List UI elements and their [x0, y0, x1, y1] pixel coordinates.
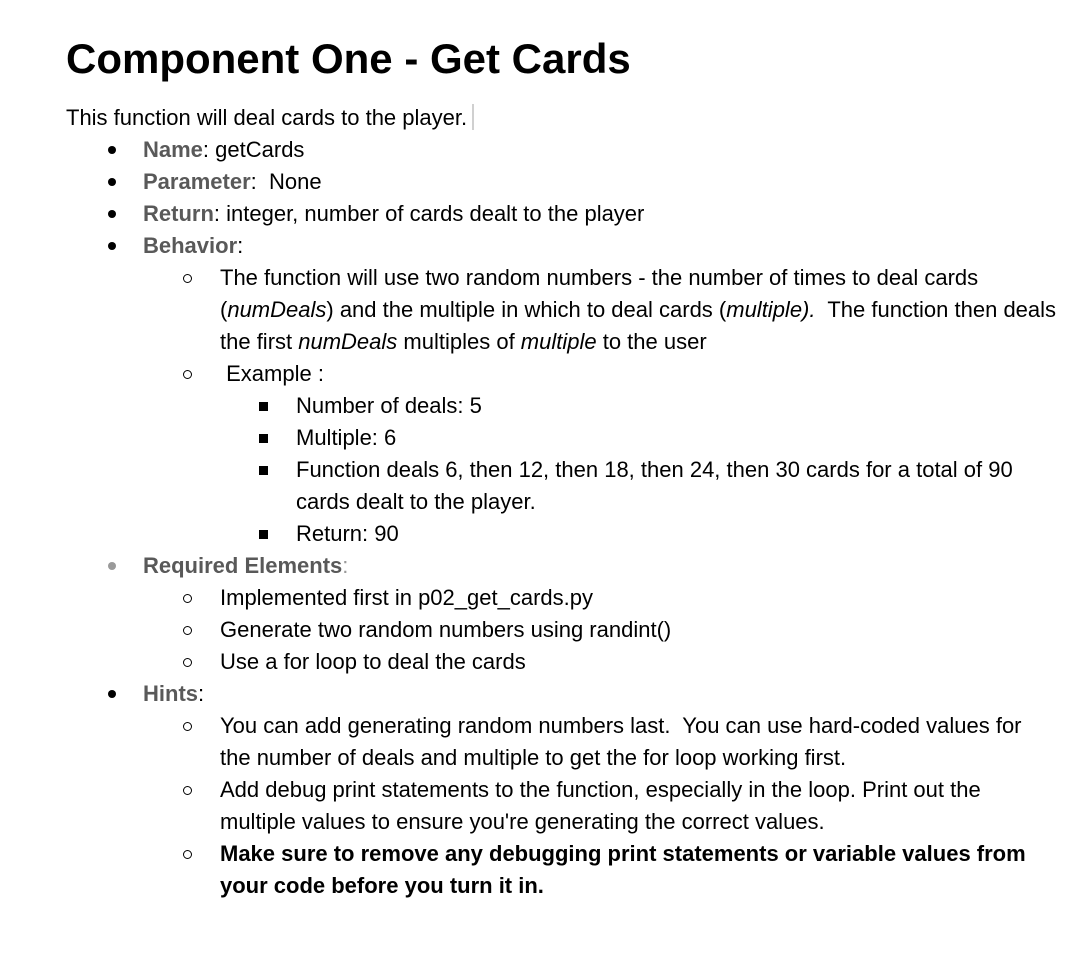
intro-paragraph	[66, 102, 474, 134]
behavior-item	[143, 230, 243, 262]
bullet-square-icon	[259, 434, 268, 443]
example-item: Function deals 6, then 12, then 18, then 24, then 30 cards for a total of 90 cards dealt to the player.	[296, 457, 1013, 514]
name-separator: :	[202, 137, 216, 162]
bullet-circle-icon	[183, 274, 192, 283]
bullet-square-icon	[259, 402, 268, 411]
text-cursor	[472, 104, 474, 130]
hints-item	[143, 678, 204, 710]
bullet-disc-icon	[108, 178, 116, 186]
bullet-circle-icon	[183, 850, 192, 859]
parameter-value: None	[268, 169, 322, 194]
bullet-disc-icon	[108, 146, 116, 154]
required-element: Use a for loop to deal the cards	[220, 649, 526, 674]
parameter-separator: :	[250, 169, 269, 194]
parameter-item	[143, 166, 322, 198]
example-label: Example :	[220, 361, 324, 386]
page-title: Component One - Get Cards	[66, 35, 631, 82]
bullet-square-icon	[259, 530, 268, 539]
required-separator: :	[342, 553, 349, 578]
bullet-square-icon	[259, 466, 268, 475]
intro-text: This function will deal cards to the player.	[66, 105, 468, 130]
bullet-disc-icon	[108, 690, 116, 698]
example-item: Number of deals: 5	[296, 393, 482, 418]
example-item: Multiple: 6	[296, 425, 397, 450]
hint-item: Add debug print statements to the function, especially in the loop. Print out the multiple values to ensure you're generating the correct values.	[220, 777, 981, 834]
name-item	[143, 134, 304, 166]
bullet-disc-icon	[108, 210, 116, 218]
behavior-separator: :	[237, 233, 244, 258]
hint-item: You can add generating random numbers last. You can use hard-coded values for the number of deals and multiple to get the for loop working first.	[220, 713, 1028, 770]
parameter-label: Parameter	[143, 169, 251, 194]
required-element: Implemented first in p02_get_cards.py	[220, 585, 593, 610]
example-item: Return: 90	[296, 521, 399, 546]
hints-separator: :	[198, 681, 205, 706]
return-item	[143, 198, 644, 230]
bullet-circle-icon	[183, 594, 192, 603]
behavior-label: Behavior	[143, 233, 238, 258]
return-label: Return	[143, 201, 214, 226]
bullet-disc-icon	[108, 242, 116, 250]
bullet-circle-icon	[183, 626, 192, 635]
hints-label: Hints	[143, 681, 198, 706]
bullet-circle-icon	[183, 722, 192, 731]
return-value: integer, number of cards dealt to the player	[226, 201, 645, 226]
hint-item-warning: Make sure to remove any debugging print statements or variable values from your code before you turn it in.	[220, 841, 1026, 898]
required-label: Required Elements	[143, 553, 343, 578]
bullet-circle-icon	[183, 786, 192, 795]
required-item	[143, 550, 348, 582]
bullet-circle-icon	[183, 658, 192, 667]
return-separator: :	[213, 201, 227, 226]
name-value: getCards	[215, 137, 305, 162]
behavior-description: The function will use two random numbers - the number of times to deal cards (numDeals) and the multiple in which to deal cards (multiple). The function then deals the first numDeals multiples of multiple to the user	[220, 265, 1063, 354]
required-element: Generate two random numbers using randint()	[220, 617, 672, 642]
bullet-circle-icon	[183, 370, 192, 379]
name-label: Name	[143, 137, 203, 162]
bullet-disc-icon	[108, 562, 116, 570]
